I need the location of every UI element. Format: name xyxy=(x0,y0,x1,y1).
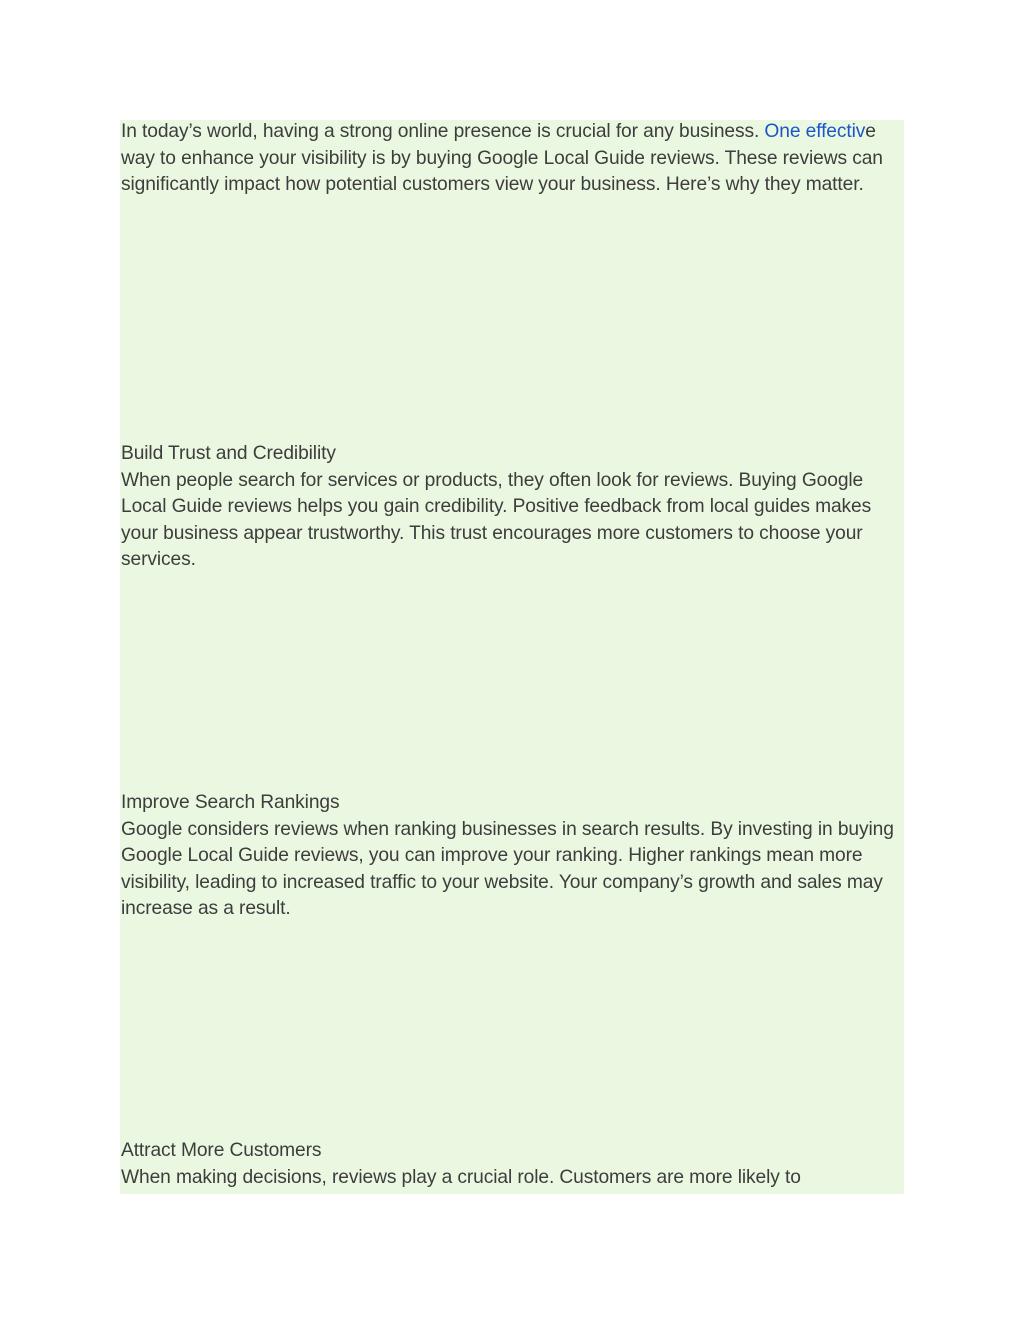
section-attract-customers xyxy=(121,1138,911,1191)
section-heading-attract-customers: Attract More Customers xyxy=(121,1140,322,1161)
section-build-trust xyxy=(121,441,911,574)
intro-text-before-link: In today’s world, having a strong online presence is crucial for any business. xyxy=(121,121,765,142)
intro-paragraph xyxy=(121,119,911,199)
intro-text-after-link: e way to enhance your visibility is by buying Google Local Guide reviews. These reviews can significantly impact how potential customers view your business. Here’s why they matter. xyxy=(121,121,883,196)
highlighted-content-block xyxy=(120,120,904,1194)
section-body-improve-rankings: Google considers reviews when ranking businesses in search results. By investing in buying Google Local Guide reviews, you can improve your ranking. Higher rankings mean more visibility, leading to increased traffic to your website. Your company’s growth and sales may increase as a result. xyxy=(121,818,894,920)
intro-link[interactable]: One effectiv xyxy=(764,121,866,142)
section-body-build-trust: When people search for services or products, they often look for reviews. Buying Google Local Guide reviews helps you gain credibility. Positive feedback from local guides makes your business appear trustworthy. This trust encourages more customers to choose your services. xyxy=(121,469,872,571)
section-heading-build-trust: Build Trust and Credibility xyxy=(121,443,336,464)
section-body-attract-customers: When making decisions, reviews play a crucial role. Customers are more likely to xyxy=(121,1166,801,1188)
section-heading-improve-rankings: Improve Search Rankings xyxy=(121,792,340,813)
section-improve-rankings xyxy=(121,790,911,923)
